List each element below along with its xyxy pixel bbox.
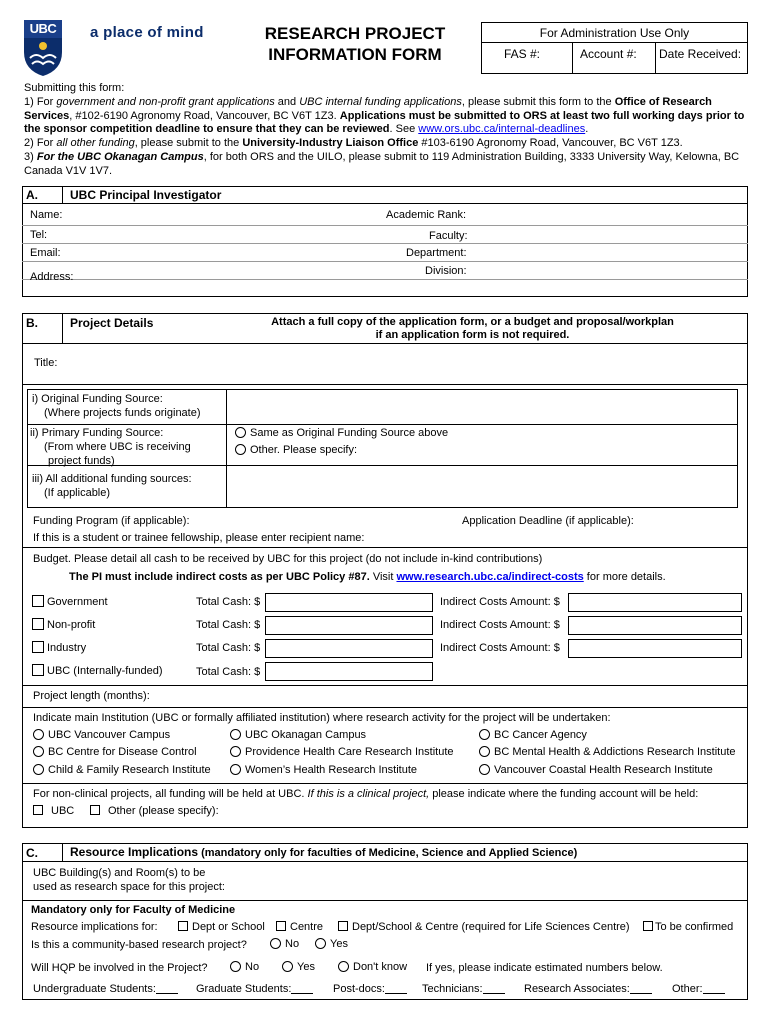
indirect-costs-link[interactable]: www.research.ubc.ca/indirect-costs — [396, 571, 584, 583]
logo-text: UBC — [29, 21, 57, 36]
ubc-internal-checkbox[interactable]: UBC (Internally-funded) — [32, 664, 163, 677]
community-yes-radio[interactable]: Yes — [315, 938, 348, 950]
section-a-letter: A. — [26, 188, 38, 202]
radio-icon — [479, 764, 490, 775]
academic-rank-label: Academic Rank: — [386, 209, 467, 221]
budget-note: Budget. Please detail all cash to be received by UBC for this project (do not include in-kind contributions) — [33, 553, 543, 565]
industry-indirect-input[interactable] — [568, 639, 742, 658]
hqp-question: Will HQP be involved in the Project? — [31, 962, 208, 974]
section-a-title: UBC Principal Investigator — [70, 188, 222, 202]
section-c-title: Resource Implications (mandatory only for faculties of Medicine, Science and Applied Science) — [70, 845, 578, 859]
industry-cash-input[interactable] — [265, 639, 433, 658]
date-received-label: Date Received: — [659, 47, 742, 61]
division-label: Division: — [425, 265, 467, 277]
radio-icon — [338, 961, 349, 972]
hqp-postdocs: Post-docs: — [333, 983, 407, 995]
indirect-costs-note: The PI must include indirect costs as per UBC Policy #87. Visit www.research.ubc.ca/indirect-costs for more details. — [69, 571, 666, 583]
checkbox-icon — [90, 805, 100, 815]
building-room-label: UBC Building(s) and Room(s) to be used as research space for this project: — [33, 867, 225, 893]
radio-icon — [235, 444, 246, 455]
nonprofit-cash-input[interactable] — [265, 616, 433, 635]
community-no-radio[interactable]: No — [270, 938, 299, 950]
radio-icon — [479, 746, 490, 757]
hqp-research-associates-blank[interactable] — [630, 983, 652, 994]
radio-icon — [33, 764, 44, 775]
checkbox-icon — [32, 595, 44, 607]
same-as-original-radio[interactable]: Same as Original Funding Source above — [235, 427, 448, 439]
government-indirect-label: Indirect Costs Amount: $ — [440, 596, 560, 608]
nonprofit-indirect-input[interactable] — [568, 616, 742, 635]
radio-icon — [230, 746, 241, 757]
hqp-undergrad-blank[interactable] — [156, 983, 178, 994]
project-title-label: Title: — [34, 357, 58, 369]
radio-icon — [235, 427, 246, 438]
nonprofit-indirect-label: Indirect Costs Amount: $ — [440, 619, 560, 631]
hqp-other: Other: — [672, 983, 725, 995]
attach-note-line1: Attach a full copy of the application form, or a budget and proposal/workplan — [271, 316, 674, 328]
account-other-checkbox[interactable]: Other (please specify): — [90, 805, 219, 817]
hqp-graduate-blank[interactable] — [291, 983, 313, 994]
attach-note-line2: if an application form is not required. — [375, 329, 570, 341]
resource-implications-label: Resource implications for: — [31, 921, 158, 933]
checkbox-icon — [32, 641, 44, 653]
pi-email-label: Email: — [30, 247, 61, 259]
radio-icon — [33, 746, 44, 757]
ubc-internal-cash-label: Total Cash: $ — [196, 666, 261, 678]
section-b-letter: B. — [26, 316, 38, 330]
industry-indirect-label: Indirect Costs Amount: $ — [440, 642, 560, 654]
pi-tel-label: Tel: — [30, 229, 48, 241]
checkbox-icon — [643, 921, 653, 931]
government-cash-input[interactable] — [265, 593, 433, 612]
application-deadline-label: Application Deadline (if applicable): — [462, 515, 634, 527]
institution-radio-ubc-vancouver[interactable]: UBC Vancouver Campus — [33, 729, 170, 741]
checkbox-icon — [178, 921, 188, 931]
institution-radio-bccdc[interactable]: BC Centre for Disease Control — [33, 746, 197, 758]
form-title-line1: RESEARCH PROJECT — [264, 24, 446, 43]
radio-icon — [230, 961, 241, 972]
radio-icon — [230, 729, 241, 740]
hqp-graduate: Graduate Students: — [196, 983, 313, 995]
clinical-note: For non-clinical projects, all funding will be held at UBC. If this is a clinical project, please indicate where the funding account will be held: — [33, 788, 699, 800]
government-checkbox[interactable]: Government — [32, 595, 108, 608]
nonprofit-cash-label: Total Cash: $ — [196, 619, 261, 631]
intro-para-2: 2) For all other funding, please submit to the University-Industry Liaison Office #103-6190 Agronomy Road, Vancouver, BC V6T 1Z3. — [24, 137, 683, 150]
resource-dept-checkbox[interactable]: Dept or School — [178, 921, 265, 933]
checkbox-icon — [276, 921, 286, 931]
primary-funding-label: ii) Primary Funding Source: (From where UBC is receiving project funds) — [30, 427, 191, 467]
intro-para-3: 3) For the UBC Okanagan Campus, for both ORS and the UILO, please submit to 119 Administration Building, 3333 University Way, Kelowna, BC Canada V1V 1V7. — [24, 150, 740, 177]
account-ubc-checkbox[interactable]: UBC — [33, 805, 74, 817]
institution-radio-bc-mental-health[interactable]: BC Mental Health & Addictions Research Institute — [479, 746, 736, 758]
hqp-other-blank[interactable] — [703, 983, 725, 994]
tagline: a place of mind — [90, 24, 204, 41]
institution-radio-bc-cancer[interactable]: BC Cancer Agency — [479, 729, 587, 741]
medicine-heading: Mandatory only for Faculty of Medicine — [31, 904, 236, 916]
checkbox-icon — [338, 921, 348, 931]
account-label: Account #: — [580, 47, 637, 61]
form-title-line2: INFORMATION FORM — [268, 45, 442, 64]
hqp-postdocs-blank[interactable] — [385, 983, 407, 994]
intro-para-1: 1) For government and non-profit grant applications and UBC internal funding applications, please submit this form to the Office of Research Services, #102-6190 Agronomy Road, Vancouver, BC V6T 1Z3. Applications must be submitted to ORS at least two full working days prior to the sponsor competition deadline to ensure that they can be reviewed. See www.ors.ubc.ca/internal-deadlines. — [24, 95, 745, 136]
hqp-technicians-blank[interactable] — [483, 983, 505, 994]
pi-address-label: Address: — [30, 271, 74, 283]
original-funding-label: i) Original Funding Source: (Where projects funds originate) — [32, 393, 201, 419]
fas-label: FAS #: — [504, 47, 541, 61]
checkbox-icon — [33, 805, 43, 815]
department-label: Department: — [406, 247, 467, 259]
resource-tbc-checkbox[interactable]: To be confirmed — [643, 921, 733, 933]
faculty-label: Faculty: — [429, 230, 468, 242]
institution-radio-child-family[interactable]: Child & Family Research Institute — [33, 764, 211, 776]
hqp-note: If yes, please indicate estimated numbers below. — [426, 962, 663, 974]
hqp-technicians: Technicians: — [422, 983, 505, 995]
industry-cash-label: Total Cash: $ — [196, 642, 261, 654]
other-funding-radio[interactable]: Other. Please specify: — [235, 444, 357, 456]
nonprofit-checkbox[interactable]: Non-profit — [32, 618, 95, 631]
radio-icon — [315, 938, 326, 949]
radio-icon — [33, 729, 44, 740]
hqp-undergrad: Undergraduate Students: — [33, 983, 178, 995]
project-length-label: Project length (months): — [33, 690, 150, 702]
hqp-dont-know-radio[interactable]: Don't know — [338, 961, 407, 973]
resource-dept-centre-checkbox[interactable]: Dept/School & Centre (required for Life Sciences Centre) — [338, 921, 630, 933]
hqp-yes-radio[interactable]: Yes — [282, 961, 315, 973]
radio-icon — [230, 764, 241, 775]
radio-icon — [479, 729, 490, 740]
student-fellowship-note: If this is a student or trainee fellowship, please enter recipient name: — [33, 532, 365, 544]
institution-radio-providence[interactable]: Providence Health Care Research Institute — [230, 746, 454, 758]
government-indirect-input[interactable] — [568, 593, 742, 612]
institution-radio-womens-health[interactable]: Women’s Health Research Institute — [230, 764, 417, 776]
hqp-no-radio[interactable]: No — [230, 961, 259, 973]
intro — [24, 82, 749, 179]
section-b-title: Project Details — [70, 316, 154, 330]
hqp-research-associates: Research Associates: — [524, 983, 652, 995]
community-research-question: Is this a community-based research project? — [31, 939, 247, 951]
intro-heading: Submitting this form: — [24, 82, 125, 94]
institution-prompt: Indicate main Institution (UBC or formally affiliated institution) where research activity for the project will be undertaken: — [33, 712, 611, 724]
government-cash-label: Total Cash: $ — [196, 596, 261, 608]
institution-radio-ubc-okanagan[interactable]: UBC Okanagan Campus — [230, 729, 366, 741]
ubc-logo — [22, 18, 64, 78]
ors-deadlines-link[interactable]: www.ors.ubc.ca/internal-deadlines — [418, 123, 586, 136]
funding-program-label: Funding Program (if applicable): — [33, 515, 190, 527]
institution-radio-vancouver-coastal[interactable]: Vancouver Coastal Health Research Institute — [479, 764, 713, 776]
admin-title: For Administration Use Only — [539, 26, 690, 40]
additional-funding-label: iii) All additional funding sources: (If applicable) — [32, 473, 192, 499]
resource-centre-checkbox[interactable]: Centre — [276, 921, 323, 933]
radio-icon — [282, 961, 293, 972]
checkbox-icon — [32, 664, 44, 676]
ubc-internal-cash-input[interactable] — [265, 662, 433, 681]
radio-icon — [270, 938, 281, 949]
pi-name-label: Name: — [30, 209, 63, 221]
industry-checkbox[interactable]: Industry — [32, 641, 86, 654]
checkbox-icon — [32, 618, 44, 630]
section-c-letter: C. — [26, 846, 38, 860]
